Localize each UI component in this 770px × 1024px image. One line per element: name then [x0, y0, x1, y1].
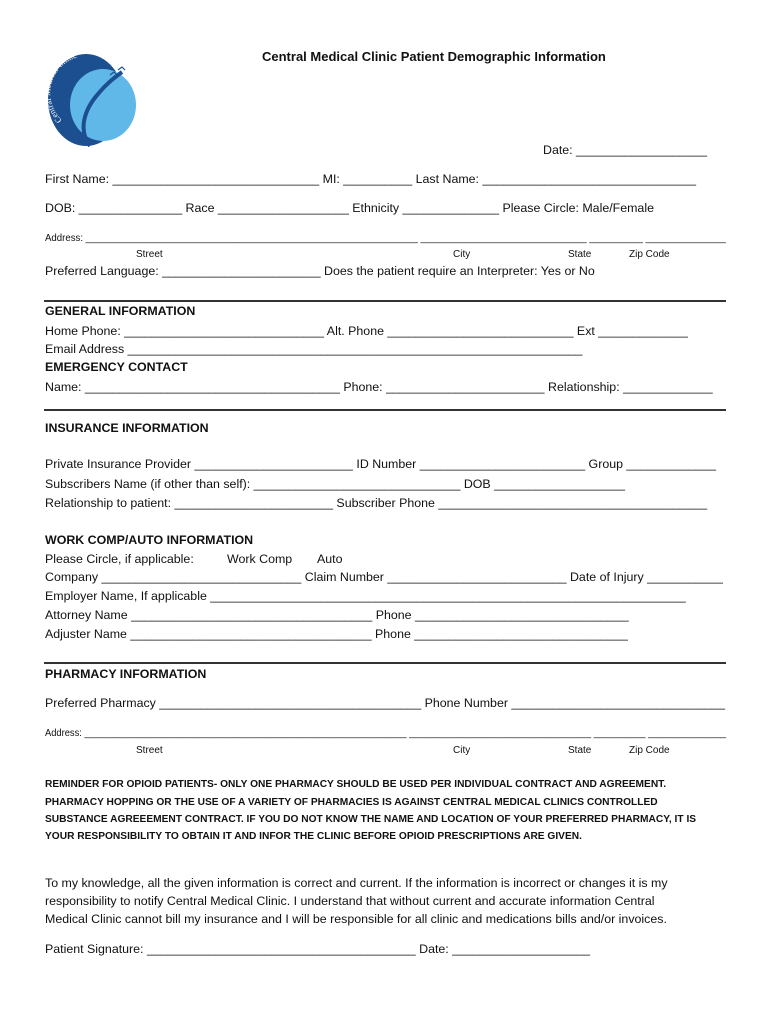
relationship-line: Relationship to patient: _______________________ Subscriber Phone _______________________________________ [45, 496, 708, 510]
subscriber-line: Subscribers Name (if other than self): ______________________________ DOB ___________________ [45, 477, 626, 491]
address-state-label: State [568, 249, 592, 260]
attorney-line: Attorney Name ___________________________________ Phone _______________________________ [45, 608, 629, 622]
dob-line: DOB: _______________ Race ___________________ Ethnicity ______________ Please Circle: Male/Female [45, 201, 654, 215]
emergency-heading: EMERGENCY CONTACT [45, 360, 188, 374]
pharmacy-zip-label: Zip Code [629, 745, 670, 756]
insurance-heading: INSURANCE INFORMATION [45, 421, 209, 435]
address-line: Address: ______________________________________________________________ _______________________________ __________ _______________ [45, 233, 726, 244]
general-heading: GENERAL INFORMATION [45, 304, 196, 318]
name-line: First Name: ______________________________ MI: __________ Last Name: _______________________________ [45, 172, 697, 186]
logo-light-circle [70, 69, 136, 141]
date-line: Date: ___________________ [543, 143, 707, 157]
address-zip-label: Zip Code [629, 249, 670, 260]
logo-text: Central Medical Clinic [42, 49, 78, 126]
pharmacy-address-line: Address: ______________________________________________________________ ___________________________________ __________ _______________ [45, 728, 727, 739]
company-line: Company _____________________________ Claim Number __________________________ Date of Injury ___________ [45, 570, 723, 584]
emergency-line: Name: _____________________________________ Phone: _______________________ Relationship: _____________ [45, 380, 713, 394]
preferred-pharmacy-line: Preferred Pharmacy ______________________________________ Phone Number _______________________________ [45, 696, 726, 710]
employer-line: Employer Name, If applicable _____________________________________________________________________ [45, 589, 686, 603]
insurance-provider-line: Private Insurance Provider _______________________ ID Number ________________________ Group _____________ [45, 457, 717, 471]
address-city-label: City [453, 249, 471, 260]
pharmacy-heading: PHARMACY INFORMATION [45, 667, 207, 681]
statement-line: responsibility to notify Central Medical Clinic. I understand that without current and accurate information Central [45, 894, 655, 908]
signature-line: Patient Signature: _______________________________________ Date: ____________________ [45, 942, 591, 956]
pharmacy-state-label: State [568, 745, 592, 756]
workcomp-circle-label: Please Circle, if applicable: [45, 552, 194, 566]
language-line: Preferred Language: _______________________ Does the patient require an Interpreter: Yes or No [45, 264, 595, 278]
pharmacy-city-label: City [453, 745, 471, 756]
home-phone-line: Home Phone: _____________________________ Alt. Phone ___________________________ Ext _____________ [45, 324, 688, 338]
reminder-line: YOUR RESPONSIBILITY TO OBTAIN IT AND INFOR THE CLINIC BEFORE OPIOID PRESCRIPTIONS ARE GIVEN. [45, 831, 582, 842]
divider [44, 300, 726, 302]
divider [44, 409, 726, 411]
email-line: Email Address __________________________________________________________________ [45, 342, 583, 356]
adjuster-line: Adjuster Name ___________________________________ Phone _______________________________ [45, 627, 628, 641]
pharmacy-street-label: Street [136, 745, 163, 756]
reminder-line: REMINDER FOR OPIOID PATIENTS- ONLY ONE PHARMACY SHOULD BE USED PER INDIVIDUAL CONTRACT AND AGREEMENT. [45, 779, 667, 790]
workcomp-option-auto: Auto [317, 552, 343, 566]
statement-line: Medical Clinic cannot bill my insurance and I will be responsible for all clinic and medications bills and/or invoices. [45, 912, 667, 926]
statement-line: To my knowledge, all the given information is correct and current. If the information is incorrect or changes it is my [45, 876, 668, 890]
reminder-line: SUBSTANCE AGREEEMENT CONTRACT. IF YOU DO NOT KNOW THE NAME AND LOCATION OF YOUR PREFERRED PHARMACY, IT IS [45, 814, 697, 825]
page-title: Central Medical Clinic Patient Demographic Information [262, 49, 606, 64]
workcomp-heading: WORK COMP/AUTO INFORMATION [45, 533, 254, 547]
workcomp-option-work: Work Comp [227, 552, 293, 566]
divider [44, 662, 726, 664]
reminder-line: PHARMACY HOPPING OR THE USE OF A VARIETY OF PHARMACIES IS AGAINST CENTRAL MEDICAL CLINICS CONTROLLED [45, 797, 658, 808]
clinic-logo [40, 48, 140, 148]
address-street-label: Street [136, 249, 163, 260]
